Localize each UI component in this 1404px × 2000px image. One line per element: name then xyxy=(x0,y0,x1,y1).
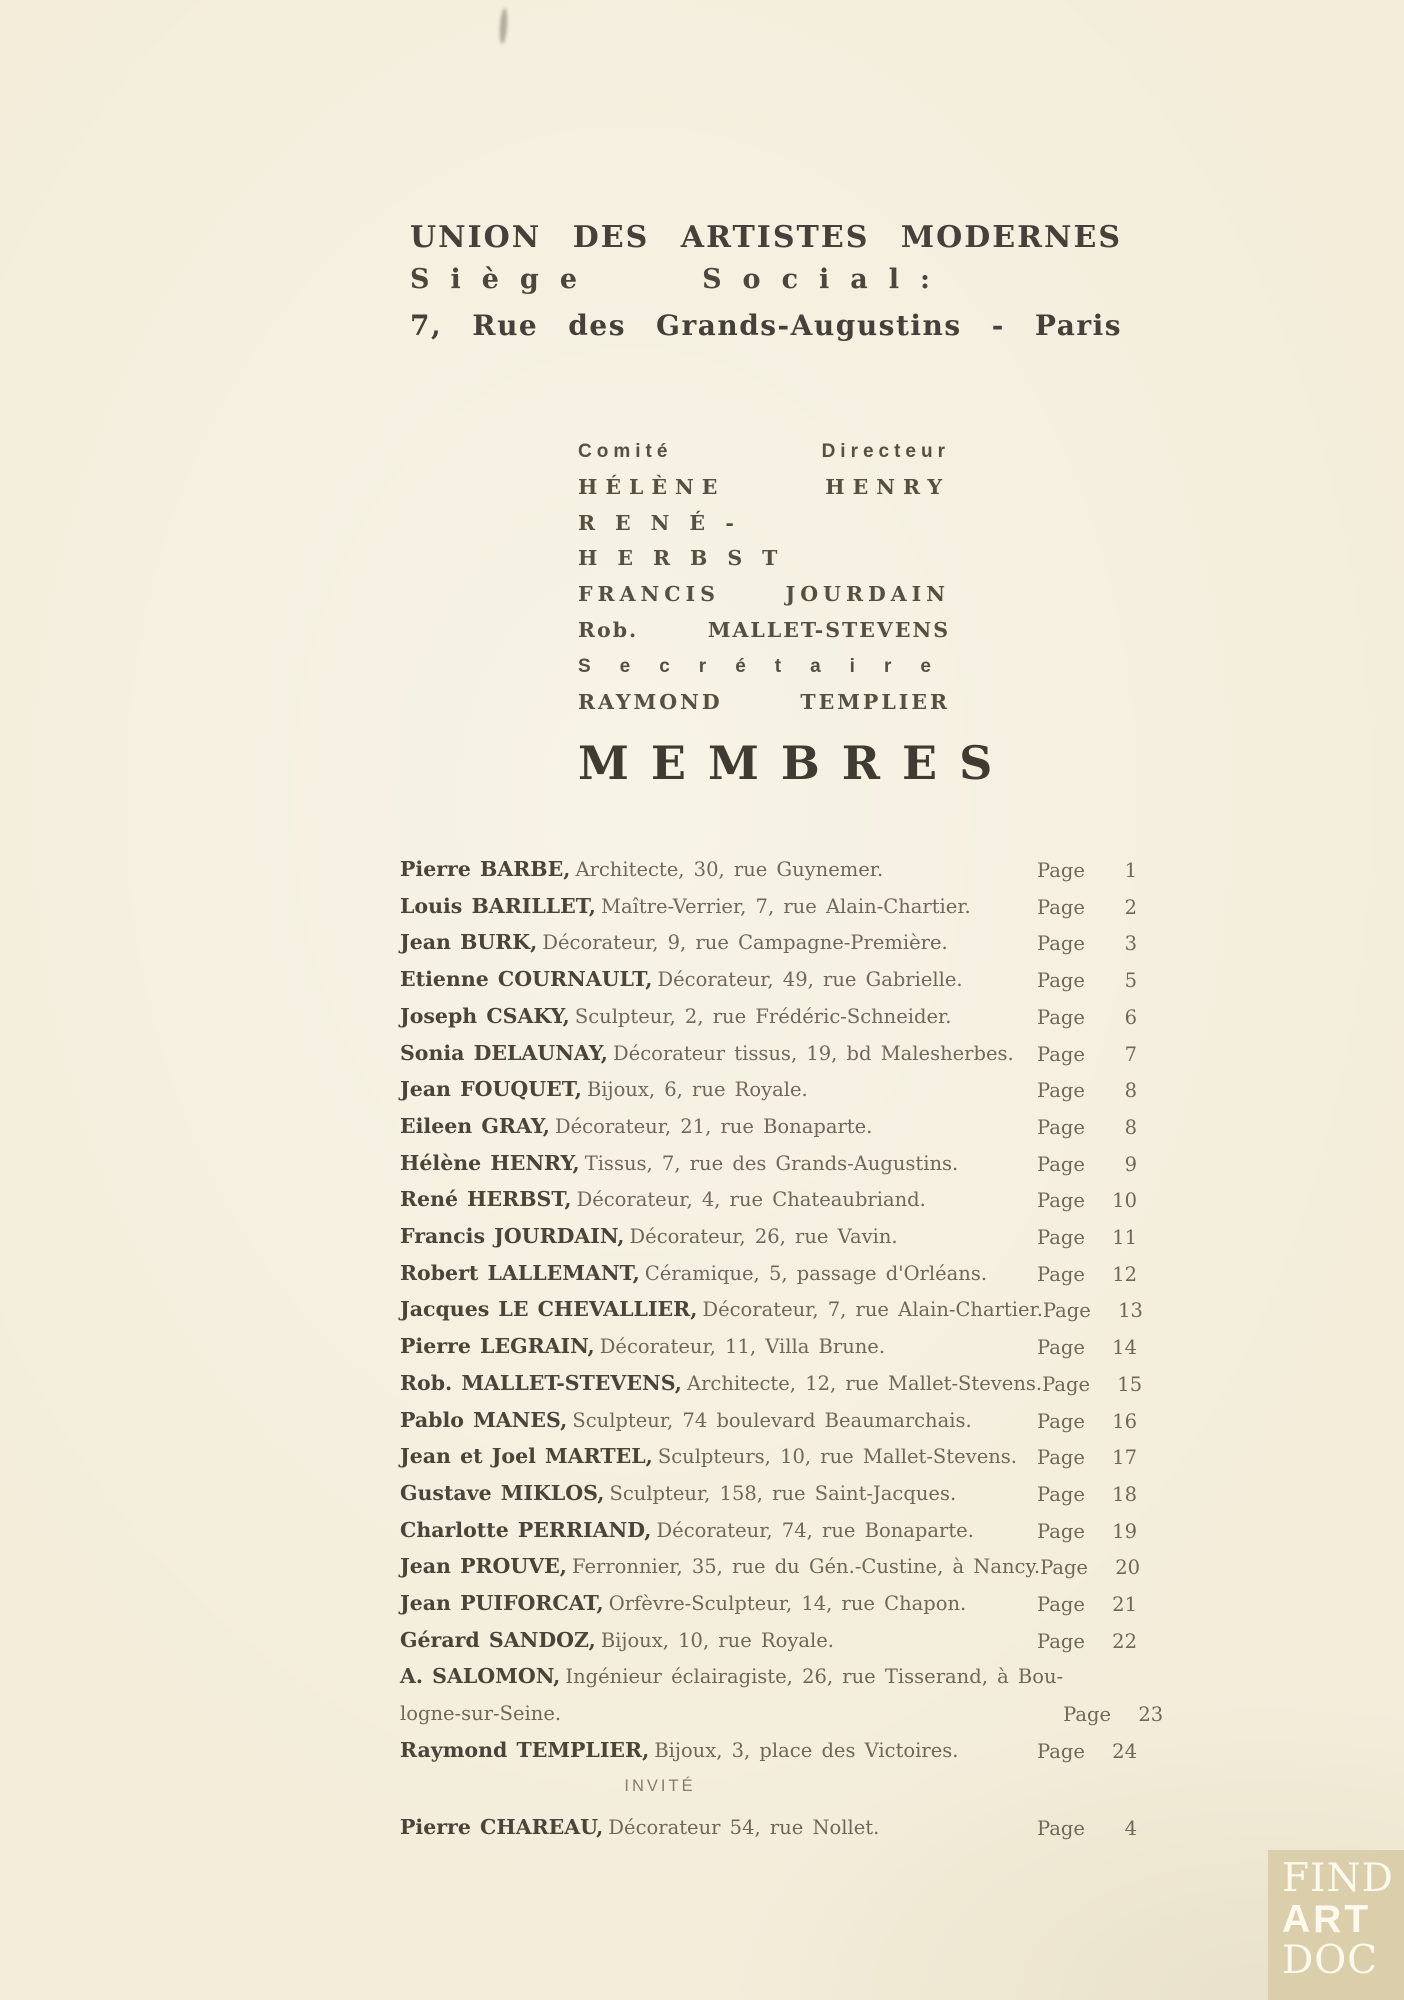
member-row xyxy=(400,1329,1137,1366)
member-name: Raymond TEMPLIER, xyxy=(400,1737,650,1762)
member-row xyxy=(400,1659,1164,1732)
member-name: Gérard SANDOZ, xyxy=(400,1627,596,1652)
committee-member: FRANCIS JOURDAIN xyxy=(578,582,950,607)
member-description: Architecte, 30, rue Guynemer. xyxy=(575,858,884,881)
page-label: Page xyxy=(1037,1446,1085,1470)
member-name: Louis BARILLET, xyxy=(400,893,596,918)
member-row xyxy=(400,1366,1143,1403)
member-row xyxy=(400,999,1137,1036)
committee-block xyxy=(578,434,960,720)
member-name: Joseph CSAKY, xyxy=(400,1003,570,1028)
ink-smudge xyxy=(499,8,508,44)
page-number: 15 xyxy=(1117,1372,1143,1396)
member-row xyxy=(400,1109,1137,1146)
member-row xyxy=(400,1476,1137,1513)
member-description: Décorateur, 74, rue Bonaparte. xyxy=(656,1518,974,1542)
member-description: Orfèvre-Sculpteur, 14, rue Chapon. xyxy=(608,1592,967,1616)
page-label: Page xyxy=(1037,1409,1085,1433)
member-name: Jean et Joel MARTEL, xyxy=(400,1444,653,1469)
member-description: Bijoux, 3, place des Victoires. xyxy=(654,1738,959,1762)
member-description: Décorateur 54, rue Nollet. xyxy=(608,1816,880,1839)
member-name: Jean PROUVE, xyxy=(400,1554,567,1579)
watermark-line: ART xyxy=(1282,1898,1372,1941)
member-row xyxy=(400,1256,1137,1293)
page-number: 20 xyxy=(1115,1556,1141,1580)
member-name: Jean FOUQUET, xyxy=(400,1077,582,1102)
invite-heading: INVITÉ xyxy=(624,1777,696,1795)
page-label: Page xyxy=(1042,1372,1091,1396)
member-name: Etienne COURNAULT, xyxy=(400,967,653,992)
member-description: Décorateur, 7, rue Alain-Chartier. xyxy=(702,1298,1043,1322)
member-description: Décorateur, 11, Villa Brune. xyxy=(599,1335,886,1359)
page-number: 9 xyxy=(1124,1152,1137,1176)
member-row xyxy=(400,1549,1141,1586)
member-description: Sculpteur, 74 boulevard Beaumarchais. xyxy=(572,1408,972,1432)
page-number: 17 xyxy=(1112,1446,1137,1470)
member-description: Décorateur, 21, rue Bonaparte. xyxy=(554,1114,873,1138)
committee-member: Rob. MALLET-STEVENS xyxy=(578,617,950,642)
member-row xyxy=(400,1439,1137,1476)
page-number: 21 xyxy=(1112,1593,1137,1617)
members-title: MEMBRES xyxy=(578,736,1015,790)
member-description: Tissus, 7, rue des Grands-Augustins. xyxy=(584,1151,959,1175)
member-description: Décorateur, 4, rue Chateaubriand. xyxy=(576,1188,926,1212)
page-label: Page xyxy=(1040,1556,1088,1580)
member-row xyxy=(400,1586,1137,1623)
page-label: Page xyxy=(1037,1593,1085,1617)
page-label: Page xyxy=(1037,1226,1085,1250)
committee-title: Comité Directeur xyxy=(578,441,950,462)
page-label: Page xyxy=(1037,1262,1085,1286)
page-label: Page xyxy=(1042,1299,1091,1323)
page-number: 8 xyxy=(1124,1079,1137,1103)
member-row xyxy=(400,1182,1137,1219)
member-name: Jean BURK, xyxy=(400,930,538,955)
page-label: Page xyxy=(1037,1005,1085,1029)
member-description: Décorateur, 9, rue Campagne-Première. xyxy=(542,931,948,955)
page-label: Page xyxy=(1037,932,1085,956)
member-row xyxy=(400,1733,1137,1770)
member-description: Ingénieur éclairagiste, 26, rue Tisserand, à Bou- logne-sur-Seine. xyxy=(400,1665,1064,1726)
member-description: Sculpteur, 2, rue Frédéric-Schneider. xyxy=(574,1004,952,1028)
committee-member: RENÉ-HERBST xyxy=(578,510,798,571)
member-name: Sonia DELAUNAY, xyxy=(400,1040,608,1065)
member-name: Gustave MIKLOS, xyxy=(400,1480,605,1505)
committee-member: HÉLÈNE HENRY xyxy=(578,474,950,499)
member-row xyxy=(400,925,1137,962)
page-number: 10 xyxy=(1112,1189,1137,1213)
member-row xyxy=(400,1219,1137,1256)
org-title: UNION DES ARTISTES MODERNES xyxy=(410,220,1122,255)
page-number: 11 xyxy=(1112,1226,1137,1250)
invite-row xyxy=(400,1810,1137,1847)
watermark-line: FIND xyxy=(1282,1856,1394,1901)
page-number: 22 xyxy=(1112,1629,1137,1653)
page-number: 6 xyxy=(1124,1005,1137,1029)
page-number: 16 xyxy=(1112,1409,1137,1433)
siege-social-label: Siège Social: xyxy=(410,264,951,295)
page-label: Page xyxy=(1037,1115,1085,1139)
page-number: 12 xyxy=(1112,1262,1137,1286)
page-label: Page xyxy=(1037,895,1085,919)
member-description: Décorateur, 49, rue Gabrielle. xyxy=(657,968,963,992)
member-name: Eileen GRAY, xyxy=(400,1113,550,1138)
member-name: Robert LALLEMANT, xyxy=(400,1260,640,1285)
page-number: 7 xyxy=(1124,1042,1137,1066)
member-name: Rob. MALLET-STEVENS, xyxy=(400,1370,682,1395)
member-row xyxy=(400,889,1137,926)
page-number: 13 xyxy=(1118,1299,1143,1323)
member-name: Pablo MANES, xyxy=(400,1407,568,1432)
page-number: 4 xyxy=(1124,1817,1137,1840)
member-description: Ferronnier, 35, rue du Gén.-Custine, à Nancy. xyxy=(572,1555,1041,1579)
member-row xyxy=(400,1146,1137,1183)
member-row xyxy=(400,1072,1137,1109)
page-label: Page xyxy=(1037,1079,1085,1103)
page-number: 2 xyxy=(1124,895,1137,919)
member-name: René HERBST, xyxy=(400,1187,572,1212)
watermark-line: DOC xyxy=(1282,1938,1379,1983)
page-number: 14 xyxy=(1112,1336,1137,1360)
member-description: Bijoux, 10, rue Royale. xyxy=(600,1628,835,1652)
page-label: Page xyxy=(1037,859,1085,882)
member-description: Décorateur, 26, rue Vavin. xyxy=(629,1225,898,1249)
member-description: Décorateur tissus, 19, bd Malesherbes. xyxy=(613,1041,1014,1065)
member-name: A. SALOMON, xyxy=(400,1664,561,1689)
member-row xyxy=(400,1292,1143,1329)
member-description: Architecte, 12, rue Mallet-Stevens. xyxy=(687,1371,1043,1395)
member-row xyxy=(400,1513,1137,1550)
member-row xyxy=(400,1623,1137,1660)
page-label: Page xyxy=(1063,1703,1112,1727)
member-description: Céramique, 5, passage d'Orléans. xyxy=(644,1261,988,1285)
page-number: 24 xyxy=(1112,1739,1137,1763)
secretary-label: Secrétaire xyxy=(578,655,960,677)
member-row xyxy=(400,1036,1137,1073)
page-number: 23 xyxy=(1138,1703,1164,1727)
page-number: 18 xyxy=(1112,1482,1137,1506)
member-description: Maître-Verrier, 7, rue Alain-Chartier. xyxy=(601,894,971,918)
findartdoc-watermark xyxy=(1268,1850,1404,2000)
member-description: Sculpteurs, 10, rue Mallet-Stevens. xyxy=(657,1445,1017,1469)
page-label: Page xyxy=(1037,1817,1085,1840)
secretary-name: RAYMOND TEMPLIER xyxy=(578,689,950,714)
page-label: Page xyxy=(1037,1042,1085,1066)
org-address: 7, Rue des Grands-Augustins - Paris xyxy=(410,309,1122,342)
page-label: Page xyxy=(1037,1629,1085,1653)
member-name: Hélène HENRY, xyxy=(400,1150,580,1175)
page-number: 19 xyxy=(1112,1519,1137,1543)
member-name: Jacques LE CHEVALLIER, xyxy=(400,1297,698,1322)
member-name: Francis JOURDAIN, xyxy=(400,1224,625,1249)
member-row xyxy=(400,962,1137,999)
page-label: Page xyxy=(1037,969,1085,993)
member-name: Pierre BARBE, xyxy=(400,857,571,881)
member-name: Pierre LEGRAIN, xyxy=(400,1334,595,1359)
page-label: Page xyxy=(1037,1152,1085,1176)
page-label: Page xyxy=(1037,1189,1085,1213)
member-description: Bijoux, 6, rue Royale. xyxy=(586,1078,808,1102)
page-label: Page xyxy=(1037,1482,1085,1506)
page-label: Page xyxy=(1037,1519,1085,1543)
member-row xyxy=(400,1403,1137,1440)
member-name: Charlotte PERRIAND, xyxy=(400,1517,652,1542)
member-name: Pierre CHAREAU, xyxy=(400,1815,604,1839)
member-row xyxy=(400,852,1137,889)
members-list xyxy=(400,852,1164,1770)
page-number: 8 xyxy=(1124,1115,1137,1139)
page-number: 1 xyxy=(1124,859,1137,882)
page-number: 5 xyxy=(1124,969,1137,993)
member-description: Sculpteur, 158, rue Saint-Jacques. xyxy=(609,1481,957,1505)
page-label: Page xyxy=(1037,1336,1085,1360)
page-label: Page xyxy=(1037,1739,1085,1763)
member-name: Jean PUIFORCAT, xyxy=(400,1591,604,1616)
page-number: 3 xyxy=(1124,932,1137,956)
